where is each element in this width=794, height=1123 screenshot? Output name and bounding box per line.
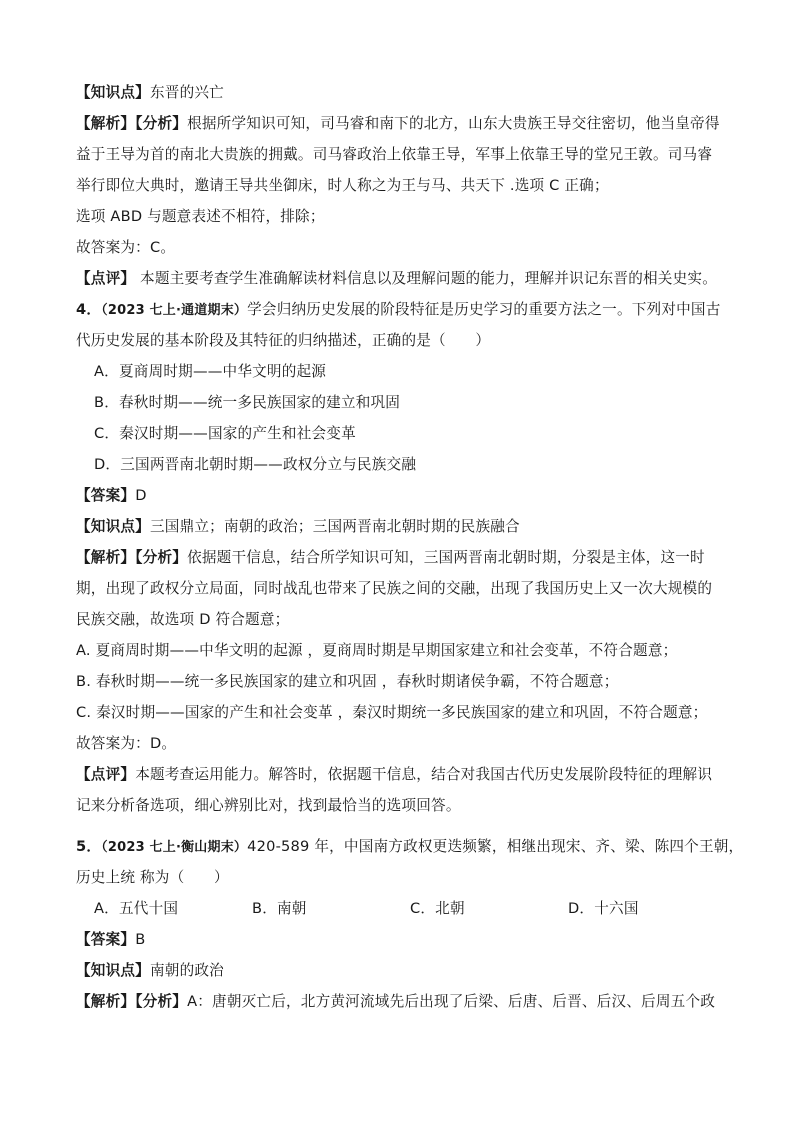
question-spacer	[76, 821, 726, 831]
q5-option-d: D．十六国	[568, 900, 639, 917]
answer-tag: 【答案】	[76, 931, 136, 948]
q5-knowledge-point	[76, 955, 726, 986]
analysis-tag: 【解析】【分析】	[76, 549, 188, 566]
q4-knowledge-point	[76, 511, 726, 542]
q4-analysis-line	[76, 542, 726, 573]
q5-options	[76, 893, 726, 924]
knowledge-text: 东晋的兴亡	[149, 84, 224, 101]
q5-option-b: B．南朝	[252, 900, 307, 917]
q5-option-c: C．北朝	[410, 900, 465, 917]
knowledge-tag: 【知识点】	[76, 518, 150, 535]
answer-text: B	[135, 931, 146, 948]
comment-tag: 【点评】	[76, 270, 136, 287]
q4-analysis-line: C. 秦汉时期——国家的产生和社会变革 ，秦汉时期统一多民族国家的建立和巩固，不符合题意；	[76, 704, 708, 721]
answer-tag: 【答案】	[76, 487, 136, 504]
q5-stem-line: 历史上统 称为（ ）	[76, 869, 229, 886]
question-number: 5．	[76, 838, 102, 855]
q3-analysis-line	[76, 108, 726, 139]
question-source: （2023 七上·通道期末）	[101, 303, 248, 318]
analysis-text: A：唐朝灭亡后，北方黄河流域先后出现了后梁、后唐、后晋、后汉、后周五个政	[187, 993, 716, 1010]
analysis-text: 根据所学知识可知，司马睿和南下的北方，山东大贵族王导交往密切，他当皇帝得	[187, 115, 720, 132]
q5-analysis-line	[76, 986, 726, 1017]
knowledge-tag: 【知识点】	[76, 962, 150, 979]
q3-analysis-line: 故答案为：C。	[76, 239, 176, 256]
q4-analysis-line: 故答案为：D。	[76, 735, 177, 752]
question-number: 4．	[76, 301, 102, 318]
q4-answer	[76, 480, 726, 511]
q4-comment-line: 记来分析备选项，细心辨别比对，找到最恰当的选项回答。	[76, 797, 461, 814]
q4-option-b: B．春秋时期——统一多民族国家的建立和巩固	[94, 394, 401, 411]
q3-comment	[76, 263, 726, 294]
q4-analysis-line: 民族交融，故选项 D 符合题意；	[76, 611, 290, 628]
analysis-tag: 【解析】【分析】	[76, 993, 188, 1010]
q4-analysis-line: A. 夏商周时期——中华文明的起源 ，夏商周时期是早期国家建立和社会变革，不符合题意；	[76, 642, 678, 659]
q3-analysis-line: 举行即位大典时，邀请王导共坐御床，时人称之为王与马、共天下 .选项 C 正确；	[76, 177, 609, 194]
comment-text: 本题主要考查学生准确解读材料信息以及理解问题的能力，理解并识记东晋的相关史实。	[135, 270, 717, 287]
knowledge-text: 三国鼎立；南朝的政治；三国两晋南北朝时期的民族融合	[149, 518, 520, 535]
knowledge-tag: 【知识点】	[76, 84, 150, 101]
q3-analysis-line: 选项 ABD 与题意表述不相符，排除；	[76, 208, 325, 225]
analysis-text: 依据题干信息，结合所学知识可知，三国两晋南北朝时期，分裂是主体，这一时	[187, 549, 705, 566]
knowledge-text: 南朝的政治	[149, 962, 224, 979]
exam-page	[76, 77, 744, 1017]
q4-stem	[76, 294, 726, 325]
q4-option-d: D．三国两晋南北朝时期——政权分立与民族交融	[94, 456, 417, 473]
q4-comment	[76, 759, 726, 790]
q3-knowledge-point	[76, 77, 726, 108]
stem-text: 学会归纳历史发展的阶段特征是历史学习的重要方法之一。下列对中国古	[247, 301, 721, 318]
comment-tag: 【点评】	[76, 766, 136, 783]
q4-analysis-line: B. 春秋时期——统一多民族国家的建立和巩固 ，春秋时期诸侯争霸，不符合题意；	[76, 673, 619, 690]
q4-stem-line: 代历史发展的基本阶段及其特征的归纳描述，正确的是（ ）	[76, 332, 491, 349]
q4-analysis-line: 期，出现了政权分立局面，同时战乱也带来了民族之间的交融，出现了我国历史上又一次大规模的	[76, 580, 713, 597]
question-source: （2023 七上·衡山期末）	[101, 840, 248, 855]
q5-stem	[76, 831, 744, 862]
q3-analysis-line: 益于王导为首的南北大贵族的拥戴。司马睿政治上依靠王导，军事上依靠王导的堂兄王敦。司马睿	[76, 146, 713, 163]
q5-answer	[76, 924, 726, 955]
comment-text: 本题考查运用能力。解答时，依据题干信息，结合对我国古代历史发展阶段特征的理解识	[135, 766, 713, 783]
q4-option-c: C．秦汉时期——国家的产生和社会变革	[94, 425, 356, 442]
q5-option-a: A．五代十国	[94, 900, 179, 917]
answer-text: D	[135, 487, 147, 504]
q4-option-a: A．夏商周时期——中华文明的起源	[94, 363, 327, 380]
stem-text: 420-589 年，中国南方政权更迭频繁，相继出现宋、齐、梁、陈四个王朝，	[247, 838, 744, 855]
analysis-tag: 【解析】【分析】	[76, 115, 188, 132]
